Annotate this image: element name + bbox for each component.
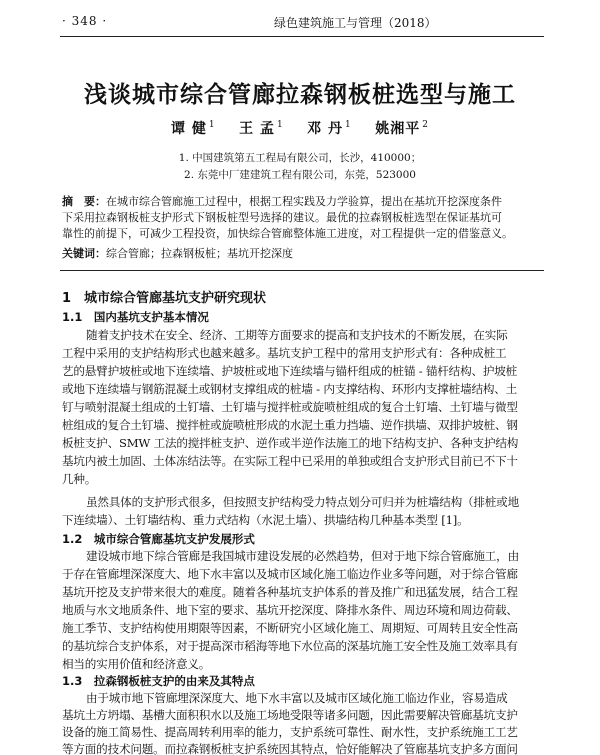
header-rule xyxy=(60,36,544,37)
body-line: 桩组成的复合土钉墙、搅拌桩或旋喷桩形成的水泥土重力挡墙、逆作拱墙、双排护坡桩、钢 xyxy=(62,418,518,432)
section-heading: 1 城市综合管廊基坑支护研究现状 xyxy=(62,291,267,306)
body-line: 地质与水文地质条件、地下室的要求、基坑开挖深度、降排水条件、周边环境和周边荷载、 xyxy=(62,603,518,617)
author-list xyxy=(0,118,600,138)
author: 姚湘平 $^2$ xyxy=(375,120,429,137)
body-line: 虽然具体的支护形式很多，但按照支护结构受力特点划分可归并为桩墙结构（排桩或地 xyxy=(86,495,519,509)
abstract-label: 摘 要： xyxy=(62,195,106,208)
paper-title: 浅谈城市综合管廊拉森钢板桩选型与施工 xyxy=(84,82,516,108)
subsection-heading: 1.2 城市综合管廊基坑支护发展形式 xyxy=(62,532,255,546)
body-line: 由于城市地下管廊埋深深度大、地下水丰富以及城市区域化施工临边作业，容易造成 xyxy=(86,691,508,705)
body-line: 钉与喷射混凝土组成的土钉墙、土钉墙与搅拌桩或旋喷桩组成的复合土钉墙、土钉墙与微型 xyxy=(62,400,518,414)
body-line: 几种。 xyxy=(62,472,97,486)
subsection-heading: 1.1 国内基坑支护基本情况 xyxy=(62,310,209,324)
body-line: 于存在管廊埋深深度大、地下水丰富以及城市区域化施工临边作业多等问题，对于综合管廊 xyxy=(62,567,518,581)
journal-name: 绿色建筑施工与管理（2018） xyxy=(274,16,437,30)
author: 谭 健 $^1$ xyxy=(171,120,216,137)
abstract-rule xyxy=(60,270,544,271)
page-number: · 348 · xyxy=(62,14,108,28)
author: 王 孟 $^1$ xyxy=(239,120,284,137)
body-line: 下连续墙）、土钉墙结构、重力式结构（水泥土墙）、拱墙结构几种基本类型 [1]。 xyxy=(62,513,469,527)
body-line: 设备的施工简易性、提高周转利用率的能力，支护系统可靠性、耐水性，支护系统施工工艺 xyxy=(62,725,518,739)
abstract xyxy=(62,194,546,242)
body-line: 或地下连续墙与钢筋混凝土或钢材支撑组成的桩墙 - 内支撑结构、环形内支撑桩墙结构、土 xyxy=(62,382,518,396)
body-line: 工程中采用的支护结构形式也越来越多。基坑支护工程中的常用支护形式有：各种成桩工 xyxy=(62,346,507,360)
body-line: 相当的实用价值和经济意义。 xyxy=(62,657,211,671)
abstract-line: 下采用拉森钢板桩支护形式下钢板桩型号选择的建议。最优的拉森钢板桩选型在保证基坑可 xyxy=(62,211,502,224)
body-line: 板桩支护、SMW 工法的搅拌桩支护、逆作或半逆作法施工的地下结构支护、各种支护结构 xyxy=(62,436,519,450)
affiliation-2: 2. 东莞中厂建建筑工程有限公司，东莞，523000 xyxy=(184,169,416,181)
body-line: 等方面的技术问题。而拉森钢板桩支护系统因其特点，恰好能解决了管廊基坑支护多方面问 xyxy=(62,742,518,755)
body-line: 随着支护技术在安全、经济、工期等方面要求的提高和支护技术的不断发展，在实际 xyxy=(86,328,508,342)
body-line: 基坑土方坍塌、基槽大面积积水以及施工场地受限等诸多问题，因此需要解决管廊基坑支护 xyxy=(62,708,518,722)
keywords xyxy=(62,246,546,262)
keywords-label: 关键词： xyxy=(62,247,106,260)
body-line: 建设城市地下综合管廊是我国城市建设发展的必然趋势，但对于地下综合管廊施工，由 xyxy=(86,549,519,563)
running-header xyxy=(60,12,550,34)
affiliation-1: 1. 中国建筑第五工程局有限公司，长沙，410000； xyxy=(178,152,422,164)
keywords-text: 综合管廊；拉森钢板桩；基坑开挖深度 xyxy=(106,247,293,260)
body-line: 的基坑综合支护体系，对于提高深市稻海等地下水位高的深基坑施工安全性及施工效率具有 xyxy=(62,639,518,653)
body-line: 艺的悬臂护坡桩或地下连续墙、护坡桩或地下连续墙与锚杆组成的桩锚 - 锚杆结构、护坡桩 xyxy=(62,364,518,378)
author: 邓 丹 $^1$ xyxy=(307,120,352,137)
body-line: 基坑内被土加固、土体冻结法等。在实际工程中已采用的单独或组合支护形式目前已不下十 xyxy=(62,454,518,468)
body-line: 基坑开挖及支护带来很大的难度。随着各种基坑支护体系的普及推广和迅猛发展，结合工程 xyxy=(62,585,518,599)
abstract-line: 靠性的前提下，可减少工程投资，加快综合管廊整体施工进度，对工程提供一定的借鉴意义。 xyxy=(62,227,513,240)
body-line: 施工季节、支护结构使用期限等因素，不断研究小区域化施工、周期短、可周转且安全性高 xyxy=(62,621,518,635)
abstract-line: 在城市综合管廊施工过程中，根据工程实践及力学验算，提出在基坑开挖深度条件 xyxy=(106,195,502,208)
subsection-heading: 1.3 拉森钢板桩支护的由来及其特点 xyxy=(62,674,255,688)
